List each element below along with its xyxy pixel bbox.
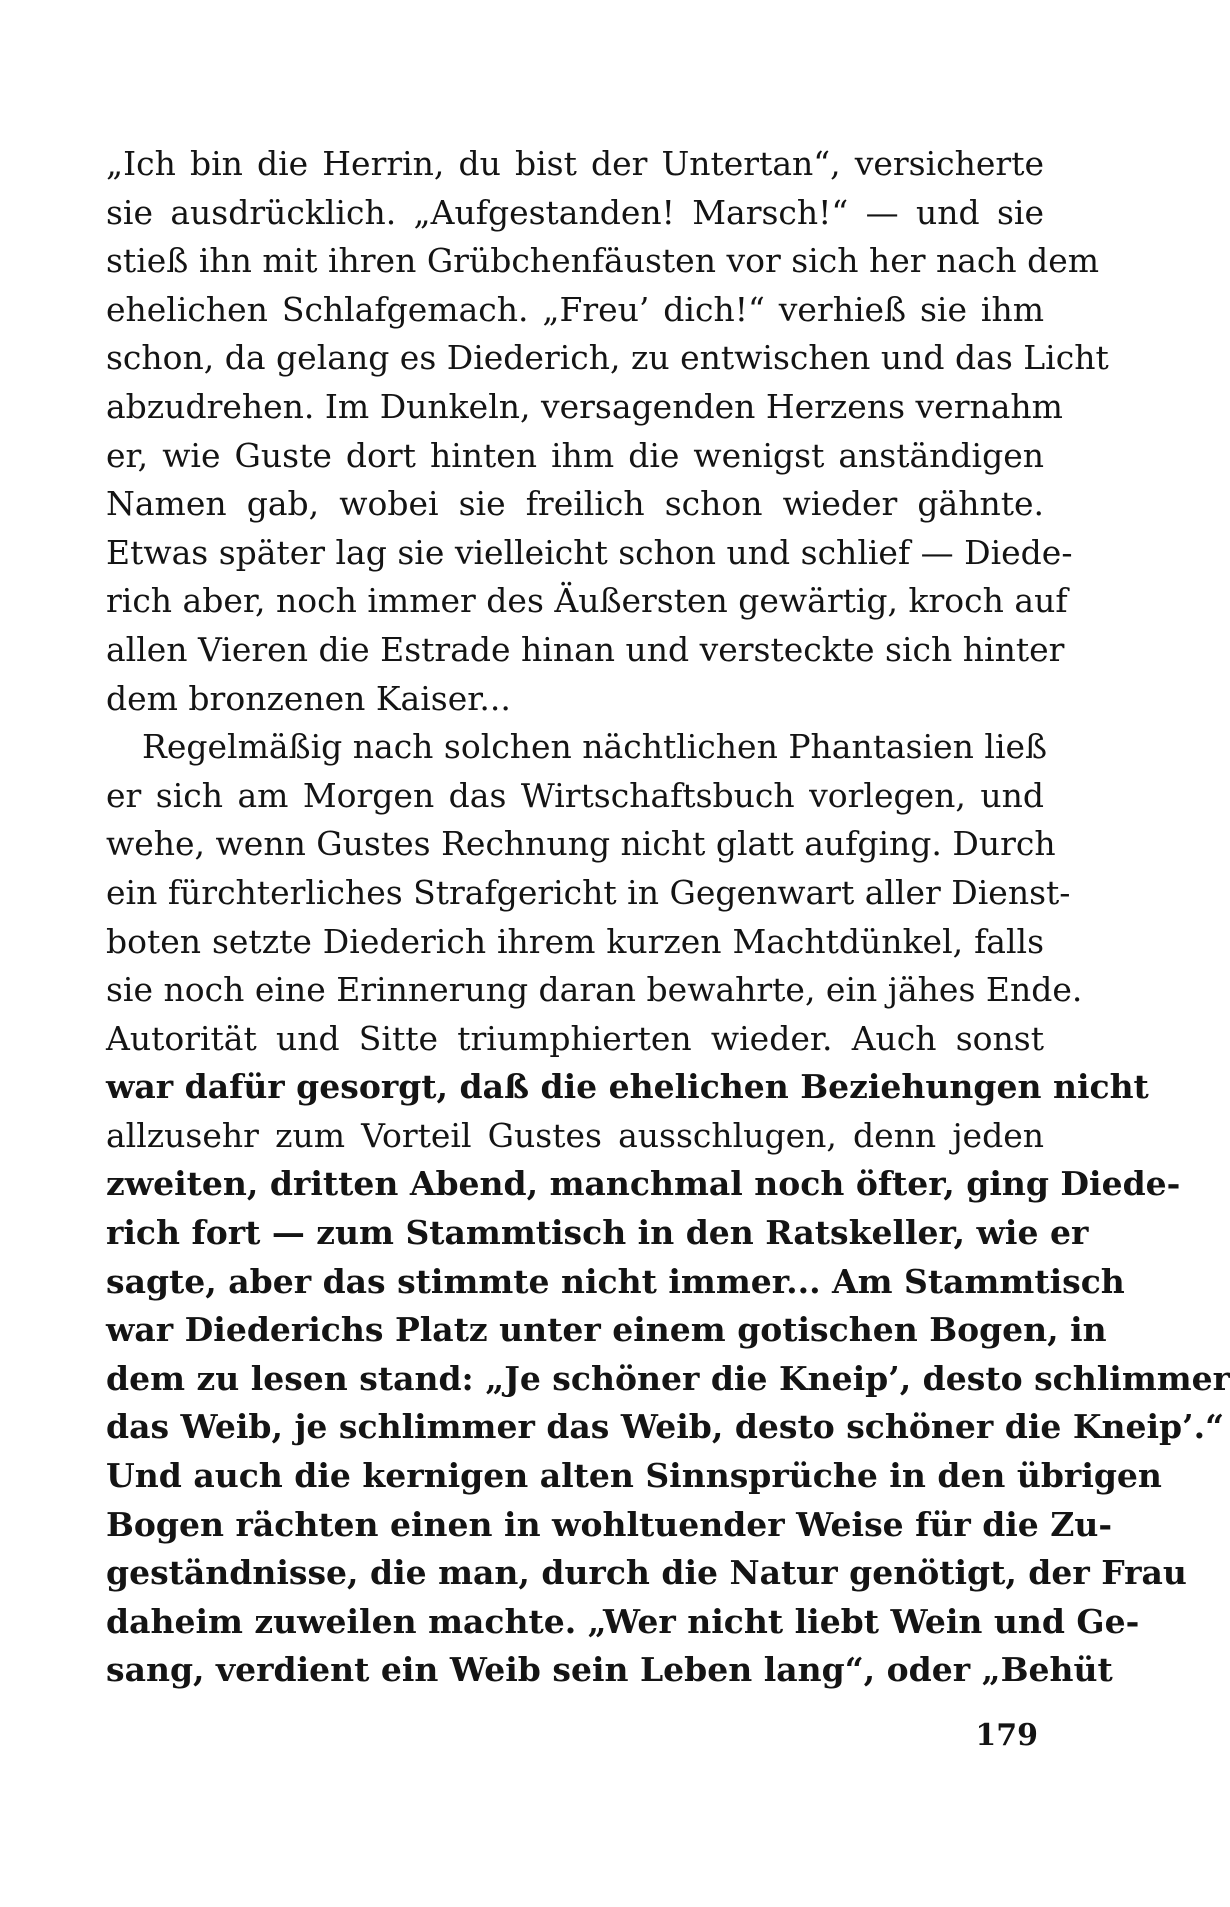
text-line-4: ehelichen Schlafgemach. „Freu’ dich!“ verhieß sie ihm	[106, 289, 1044, 329]
text-line-18: sie noch eine Erinnerung daran bewahrte, ein jähes Ende.	[106, 970, 1083, 1010]
text-line-32: sang, verdient ein Weib sein Leben lang“, oder „Behüt	[106, 1650, 1113, 1690]
text-line-5: schon, da gelang es Diederich, zu entwischen und das Licht	[106, 338, 1109, 378]
text-line-19: Autorität und Sitte triumphierten wieder. Auch sonst	[106, 1018, 1044, 1058]
text-line-20: war dafür gesorgt, daß die ehelichen Beziehungen nicht	[106, 1067, 1149, 1107]
page-number: 179	[975, 1718, 1038, 1753]
text-line-15: wehe, wenn Gustes Rechnung nicht glatt aufging. Durch	[106, 824, 1056, 864]
text-line-6: abzudrehen. Im Dunkeln, versagenden Herzens vernahm	[106, 386, 1063, 426]
text-line-21: allzusehr zum Vorteil Gustes ausschlugen, denn jeden	[106, 1115, 1044, 1155]
text-line-31: daheim zuweilen machte. „Wer nicht liebt Wein und Ge-	[106, 1601, 1140, 1641]
text-line-22: zweiten, dritten Abend, manchmal noch öfter, ging Diede-	[106, 1164, 1181, 1204]
text-line-14: er sich am Morgen das Wirtschaftsbuch vorlegen, und	[106, 775, 1044, 815]
text-line-30: geständnisse, die man, durch die Natur genötigt, der Frau	[106, 1553, 1187, 1593]
text-line-3: stieß ihn mit ihren Grübchenfäusten vor sich her nach dem	[106, 241, 1100, 281]
text-line-25: war Diederichs Platz unter einem gotischen Bogen, in	[106, 1310, 1107, 1350]
text-line-2: sie ausdrücklich. „Aufgestanden! Marsch!“ — und sie	[106, 192, 1044, 232]
text-line-10: rich aber, noch immer des Äußersten gewärtig, kroch auf	[106, 581, 1068, 621]
text-line-23: rich fort — zum Stammtisch in den Ratskeller, wie er	[106, 1213, 1089, 1253]
text-line-27: das Weib, je schlimmer das Weib, desto schöner die Kneip’.“	[106, 1407, 1225, 1447]
text-line-13: Regelmäßig nach solchen nächtlichen Phantasien ließ	[142, 727, 1048, 767]
text-line-29: Bogen rächten einen in wohltuender Weise für die Zu-	[106, 1504, 1113, 1544]
text-line-28: Und auch die kernigen alten Sinnsprüche in den übrigen	[106, 1456, 1162, 1496]
text-line-26: dem zu lesen stand: „Je schöner die Kneip’, desto schlimmer	[106, 1358, 1230, 1398]
body-text	[106, 140, 1230, 1695]
text-line-16: ein fürchterliches Strafgericht in Gegenwart aller Dienst-	[106, 872, 1071, 912]
text-line-9: Etwas später lag sie vielleicht schon und schlief — Diede-	[106, 532, 1073, 572]
text-line-7: er, wie Guste dort hinten ihm die wenigst anständigen	[106, 435, 1044, 475]
text-line-12: dem bronzenen Kaiser...	[106, 678, 511, 718]
text-line-17: boten setzte Diederich ihrem kurzen Machtdünkel, falls	[106, 921, 1044, 961]
text-line-1: „Ich bin die Herrin, du bist der Untertan“, versicherte	[106, 144, 1044, 183]
text-line-11: allen Vieren die Estrade hinan und versteckte sich hinter	[106, 629, 1065, 669]
text-line-24: sagte, aber das stimmte nicht immer... Am Stammtisch	[106, 1261, 1125, 1301]
text-line-8: Namen gab, wobei sie freilich schon wieder gähnte.	[106, 484, 1044, 524]
